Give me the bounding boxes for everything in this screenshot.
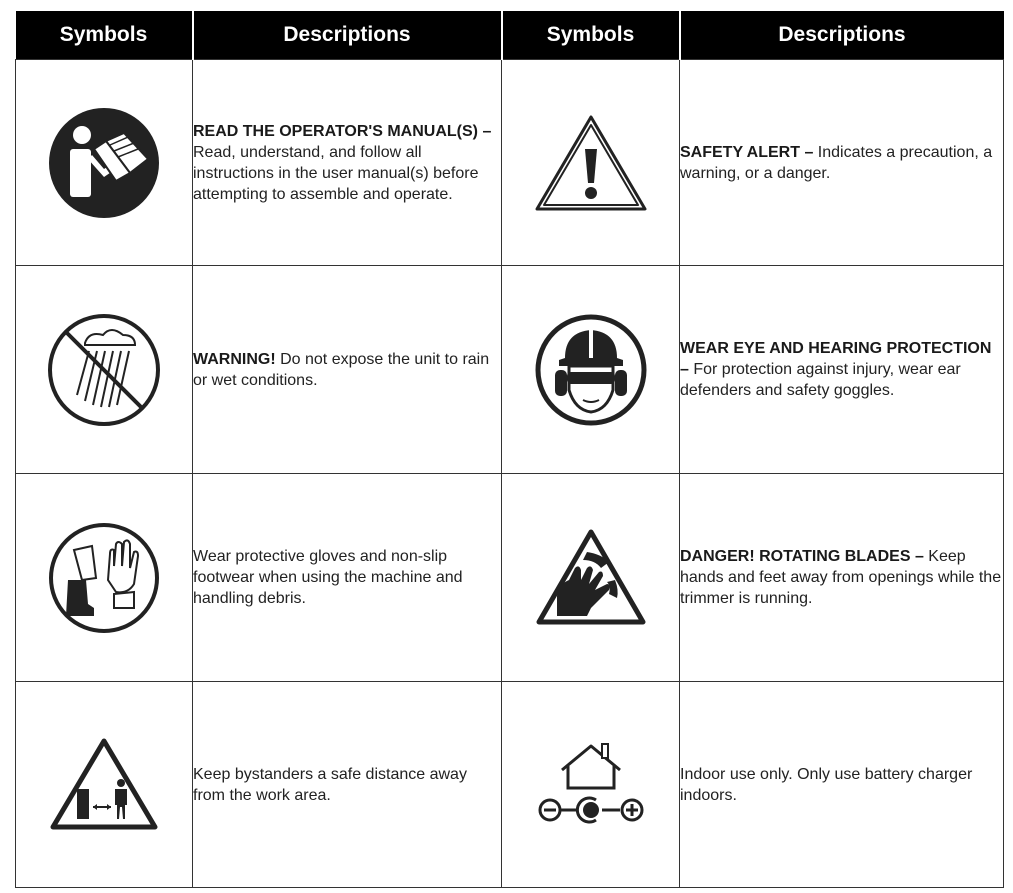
gloves-footwear-text: Wear protective gloves and non-slip footwear when using the machine and handling debris.	[193, 548, 463, 607]
header-symbols-left: Symbols	[16, 11, 193, 60]
safety-alert-title: SAFETY ALERT –	[680, 143, 814, 161]
rotating-blades-text: Keep hands and feet away from openings while the trimmer is running.	[680, 548, 1002, 607]
description-cell	[193, 682, 502, 888]
description-cell	[193, 266, 502, 474]
bystanders-distance-icon	[49, 737, 159, 833]
rotating-blades-title: DANGER! ROTATING BLADES –	[680, 548, 924, 565]
header-descriptions-right: Descriptions	[680, 11, 1004, 60]
symbols-table	[15, 11, 1004, 888]
header-descriptions-left: Descriptions	[193, 11, 502, 60]
header-row	[16, 11, 1004, 60]
no-rain-icon	[47, 313, 161, 427]
rotating-blades-icon	[535, 528, 647, 628]
description-cell	[193, 60, 502, 266]
symbol-cell	[502, 60, 680, 266]
table-row	[16, 474, 1004, 682]
header-symbols-right: Symbols	[502, 11, 680, 60]
description-cell	[680, 682, 1004, 888]
indoor-charger-icon	[536, 740, 646, 830]
symbol-cell	[16, 60, 193, 266]
warning-title: WARNING!	[193, 350, 276, 368]
symbol-cell	[16, 682, 193, 888]
read-manual-title: READ THE OPERATOR'S MANUAL(S) –	[193, 122, 492, 140]
read-manual-icon	[48, 107, 160, 219]
safety-alert-icon	[534, 113, 648, 213]
eye-hearing-title: WEAR EYE AND HEARING PROTECTION –	[680, 340, 992, 378]
symbol-cell	[16, 266, 193, 474]
symbol-cell	[16, 474, 193, 682]
symbol-cell	[502, 266, 680, 474]
table-row	[16, 60, 1004, 266]
eye-hearing-protection-icon	[535, 314, 647, 426]
symbol-cell	[502, 474, 680, 682]
description-cell	[680, 474, 1004, 682]
bystanders-text: Keep bystanders a safe distance away from the work area.	[193, 765, 467, 804]
description-cell	[680, 60, 1004, 266]
table-row	[16, 266, 1004, 474]
symbol-cell	[502, 682, 680, 888]
safety-alert-text: Indicates a precaution, a warning, or a danger.	[680, 143, 993, 182]
description-cell	[193, 474, 502, 682]
warning-text: Do not expose the unit to rain or wet conditions.	[193, 350, 490, 389]
table-row	[16, 682, 1004, 888]
gloves-footwear-icon	[48, 522, 160, 634]
indoor-charger-text: Indoor use only. Only use battery charger indoors.	[680, 765, 973, 804]
description-cell	[680, 266, 1004, 474]
eye-hearing-text: For protection against injury, wear ear defenders and safety goggles.	[680, 361, 961, 399]
read-manual-text: Read, understand, and follow all instructions in the user manual(s) before attempting to assemble and operate.	[193, 143, 479, 203]
